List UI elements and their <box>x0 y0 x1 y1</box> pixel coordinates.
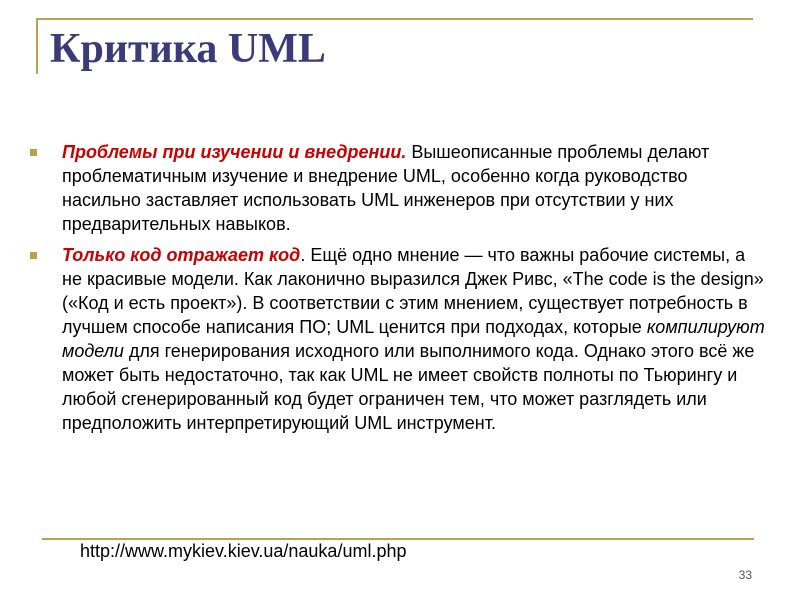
bullet-italic-term: компилируют модели <box>62 317 765 361</box>
bullet-text: для генерирования исходного или выполнимого кода. Однако этого всё же может быть недостаточно, так как UML не имеет свойств полноты по Тьюрингу и любой сгенерированный код будет ограничен тем, что может разглядеть или предположить интерпретирующий UML инструмент. <box>62 341 755 433</box>
top-decorative-line <box>36 18 753 20</box>
slide-content <box>30 140 770 442</box>
page-number: 33 <box>738 568 752 582</box>
bullet-lead: Проблемы при изучении и внедрении. <box>62 142 407 162</box>
slide-title: Критика UML <box>50 26 326 72</box>
left-decorative-line <box>36 18 38 74</box>
bullet-lead: Только код отражает код <box>62 245 301 265</box>
bullet-item <box>30 243 770 435</box>
bullet-text: . Ещё одно мнение — что важны рабочие системы, а не красивые модели. Как лаконично выразился Джек Ривс, «The code is the design» («Код и есть проект»). В соответствии с этим мнением, существует потребность в лучшем способе написания ПО; UML ценится при подходах, которые <box>62 245 764 337</box>
square-bullet-icon <box>30 252 37 259</box>
bullet-item <box>30 140 770 236</box>
bullet-text: Вышеописанные проблемы делают проблематичным изучение и внедрение UML, особенно когда руководство насильно заставляет использовать UML инженеров при отсутствии у них предварительных навыков. <box>62 142 710 234</box>
square-bullet-icon <box>30 149 37 156</box>
source-url: http://www.mykiev.kiev.ua/nauka/uml.php <box>80 541 407 561</box>
